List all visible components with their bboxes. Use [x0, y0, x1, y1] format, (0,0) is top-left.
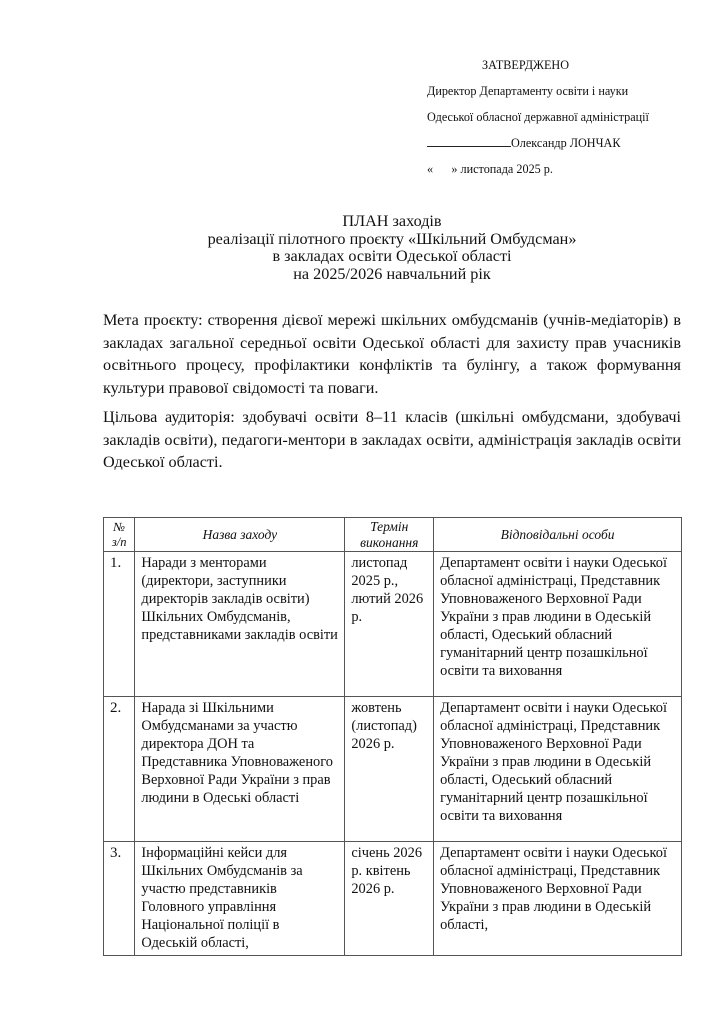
approved-stamp: ЗАТВЕРДЖЕНО	[482, 58, 569, 72]
header-term	[345, 518, 434, 552]
activity-responsible: Департамент освіти і науки Одеської обласної адміністраці, Представник Уповноваженого Верховної Ради України з прав людини в Одеській області, Одеський обласний гуманітарний центр позашкільної освіти та виховання	[434, 552, 682, 697]
approval-block	[427, 52, 717, 182]
table-row	[104, 842, 682, 956]
row-number: 3.	[104, 842, 135, 956]
activity-name: Нарада зі Шкільними Омбудсманами за участю директора ДОН та Представника Уповноваженого Верховної Ради України з прав людини в Одеські області	[135, 697, 345, 842]
date-day-blank: « »	[427, 162, 458, 176]
title-line-1: ПЛАН заходів	[342, 212, 442, 230]
project-goal-paragraph: Мета проєкту: створення дієвої мережі шкільних омбудсманів (учнів-медіаторів) в закладах загальної середньої освіти Одеської області для захисту прав учасників освітнього процесу, профілактики конфліктів та булінгу, а також формування культури правової свідомості та поваги.	[103, 311, 681, 397]
activity-term: листопад 2025 р., лютий 2026 р.	[345, 552, 434, 697]
title-line-3: в закладах освіти Одеської області	[272, 247, 512, 265]
table-header-row	[104, 518, 682, 552]
activity-name: Наради з менторами (директори, заступники директорів закладів освіти) Шкільних Омбудсманів, представниками закладів освіти	[135, 552, 345, 697]
header-term-line1: Термін	[370, 518, 409, 534]
date-month-year: листопада 2025 р.	[457, 162, 553, 176]
activity-responsible: Департамент освіти і науки Одеської обласної адміністраці, Представник Уповноваженого Верховної Ради України з прав людини в Одеській області,	[434, 842, 682, 956]
header-number-abbr: з/п	[111, 534, 127, 549]
document-title	[103, 213, 681, 283]
header-activity-name: Назва заходу	[135, 518, 345, 552]
activities-table	[103, 517, 682, 956]
signature-line	[427, 130, 717, 156]
approver-position-line2: Одеської обласної державної адміністрації	[427, 110, 649, 124]
header-number	[104, 518, 135, 552]
target-audience-paragraph: Цільова аудиторія: здобувачі освіти 8–11 класів (шкільні омбудсмани, здобувачі закладів освіти), педагоги-ментори в закладах освіти, адміністрація закладів освіти Одеської області.	[103, 408, 681, 471]
approver-position-line1: Директор Департаменту освіти і науки	[427, 84, 629, 98]
approval-date	[427, 156, 717, 182]
activity-responsible: Департамент освіти і науки Одеської обласної адміністраці, Представник Уповноваженого Верховної Ради України з прав людини в Одеській області, Одеський обласний гуманітарний центр позашкільної освіти та виховання	[434, 697, 682, 842]
title-line-2: реалізації пілотного проєкту «Шкільний Омбудсман»	[207, 229, 577, 248]
header-number-symbol: №	[113, 519, 126, 534]
activity-name: Інформаційні кейси для Шкільних Омбудсманів за участю представників Головного управління Національної поліції в Одеській області,	[135, 842, 345, 956]
approver-name: Олександр ЛОНЧАК	[511, 136, 621, 150]
header-responsible: Відповідальні особи	[434, 518, 682, 552]
header-term-line2: виконання	[360, 534, 419, 550]
table-row	[104, 552, 682, 697]
signature-blank	[427, 133, 511, 147]
row-number: 1.	[104, 552, 135, 697]
activity-term: жовтень (листопад) 2026 р.	[345, 697, 434, 842]
table-row	[104, 697, 682, 842]
activity-term: січень 2026 р. квітень 2026 р.	[345, 842, 434, 956]
title-line-4: на 2025/2026 навчальний рік	[293, 264, 491, 283]
row-number: 2.	[104, 697, 135, 842]
